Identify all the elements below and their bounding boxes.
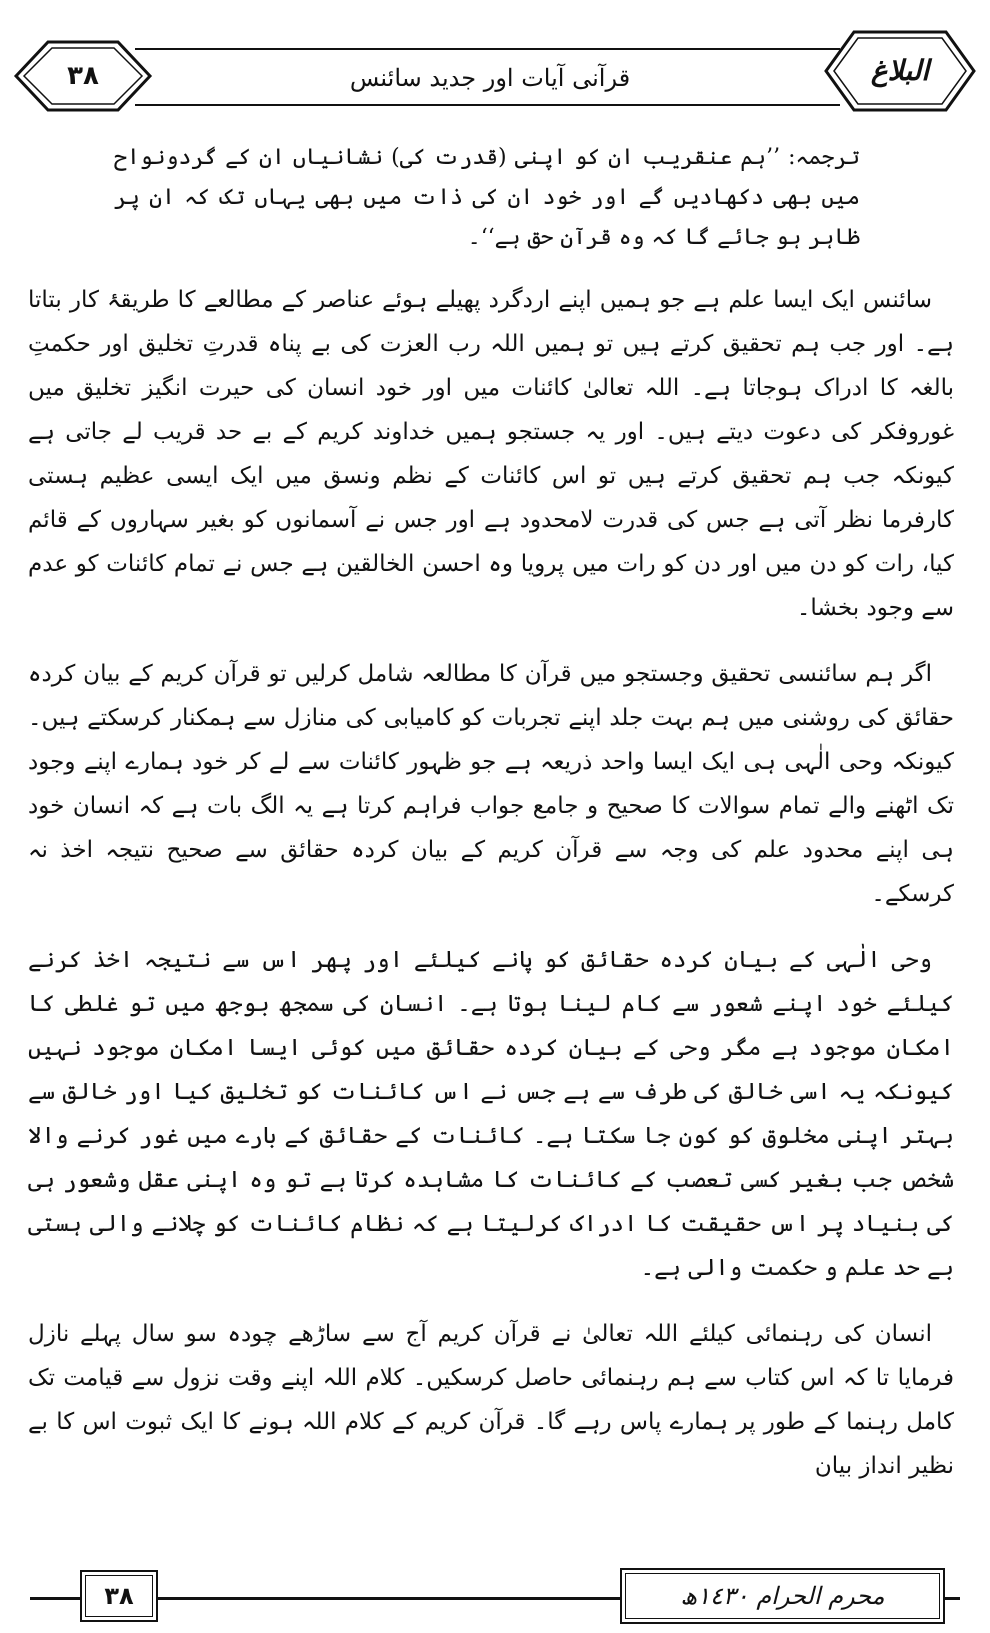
footer-page-number: ٣٨ xyxy=(80,1570,158,1622)
paragraph-4: انسان کی رہنمائی کیلئے اللہ تعالیٰ نے قرآن کریم آج سے ساڑھے چودہ سو سال پہلے نازل فرمایا تا کہ اس کتاب سے ہم رہنمائی حاصل کرسکیں۔ کلام اللہ اپنے وقت نزول سے قیامت تک کامل رہنما کے طور پر ہمارے پاس رہے گا۔ قرآن کریم کے کلام اللہ ہونے کا ایک ثبوت اس کا بے نظیر انداز بیان xyxy=(28,1321,954,1479)
page-footer xyxy=(0,1560,990,1630)
running-title: قرآنی آیات اور جدید سائنس xyxy=(349,64,631,92)
header-rule-top xyxy=(135,48,840,50)
paragraph-2: اگر ہم سائنسی تحقیق وجستجو میں قرآن کا مطالعہ شامل کرلیں تو قرآن کریم کے بیان کردہ حقائق کی روشنی میں ہم بہت جلد اپنے تجربات کو کامیابی کی منازل سے ہمکنار کرسکتے ہیں۔ کیونکہ وحی الٰہی ہی ایک ایسا واحد ذریعہ ہے جو ظہور کائنات سے لے کر خود ہمارے اپنے وجود تک اٹھنے والے تمام سوالات کا صحیح و جامع جواب فراہم کرتا ہے یہ الگ بات ہے کہ انسان خود ہی اپنے محدود علم کی وجہ سے قرآن کریم کے بیان کردہ حقائق سے صحیح نتیجہ اخذ نہ کرسکے۔ xyxy=(28,661,954,907)
header-rule-bottom xyxy=(135,104,840,106)
page-header xyxy=(0,0,990,120)
verse-translation: ترجمہ: ’’ہم عنقریب ان کو اپنی (قدرت کی) نشانیاں ان کے گردونواح میں بھی دکھادیں گے اور خود ان کی ذات میں بھی یہاں تک کہ ان پر ظاہر ہو جائے گا کہ وہ قرآن حق ہے‘‘۔ xyxy=(114,145,860,250)
article-body xyxy=(28,138,954,1510)
header-page-number: ٣٨ xyxy=(67,61,99,91)
paragraph-3: وحی الٰہی کے بیان کردہ حقائق کو پانے کیلئے اور پھر اس سے نتیجہ اخذ کرنے کیلئے خود اپنے شعور سے کام لینا ہوتا ہے۔ انسان کی سمجھ بوجھ میں تو غلطی کا امکان موجود ہے مگر وحی کے بیان کردہ حقائق میں کوئی ایسا امکان موجود نہیں کیونکہ یہ اسی خالق کی طرف سے ہے جس نے اس کائنات کو تخلیق کیا اور خالق سے بہتر اپنی مخلوق کو کون جا سکتا ہے۔ کائنات کے حقائق کے بارے میں غور کرنے والا شخص جب بغیر کسی تعصب کے کائنات کا مشاہدہ کرتا ہے تو وہ اپنی عقل وشعور ہی کی بنیاد پر اس حقیقت کا ادراک کرلیتا ہے کہ نظام کائنات کو چلانے والی ہستی بے حد علم و حکمت والی ہے۔ xyxy=(28,947,954,1281)
magazine-logo xyxy=(820,26,980,116)
footer-issue-date: محرم الحرام ١٤٣٠ھ xyxy=(620,1568,945,1624)
logo-text: البلاغ xyxy=(870,54,930,87)
paragraph-1: سائنس ایک ایسا علم ہے جو ہمیں اپنے اردگرد پھیلے ہوئے عناصر کے مطالعے کا طریقۂ کار بتاتا ہے۔ اور جب ہم تحقیق کرتے ہیں تو ہمیں اللہ رب العزت کی بے پناہ قدرتِ تخلیق اور حکمتِ بالغہ کا ادراک ہوجاتا ہے۔ اللہ تعالیٰ کائنات میں اور خود انسان کی حیرت انگیز تخلیق میں غوروفکر کی دعوت دیتے ہیں۔ اور یہ جستجو ہمیں خداوند کریم کے بے حد قریب لے جاتی ہے کیونکہ جب ہم تحقیق کرتے ہیں تو اس کائنات کے نظم ونسق میں ایک ایسی عظیم ہستی کارفرما نظر آتی ہے جس کی قدرت لامحدود ہے اور جس نے آسمانوں کو بغیر سہاروں کے قائم کیا، رات کو دن میں اور دن کو رات میں پرویا وہ احسن الخالقین ہے جس نے تمام کائنات کو عدم سے وجود بخشا۔ xyxy=(28,287,954,621)
